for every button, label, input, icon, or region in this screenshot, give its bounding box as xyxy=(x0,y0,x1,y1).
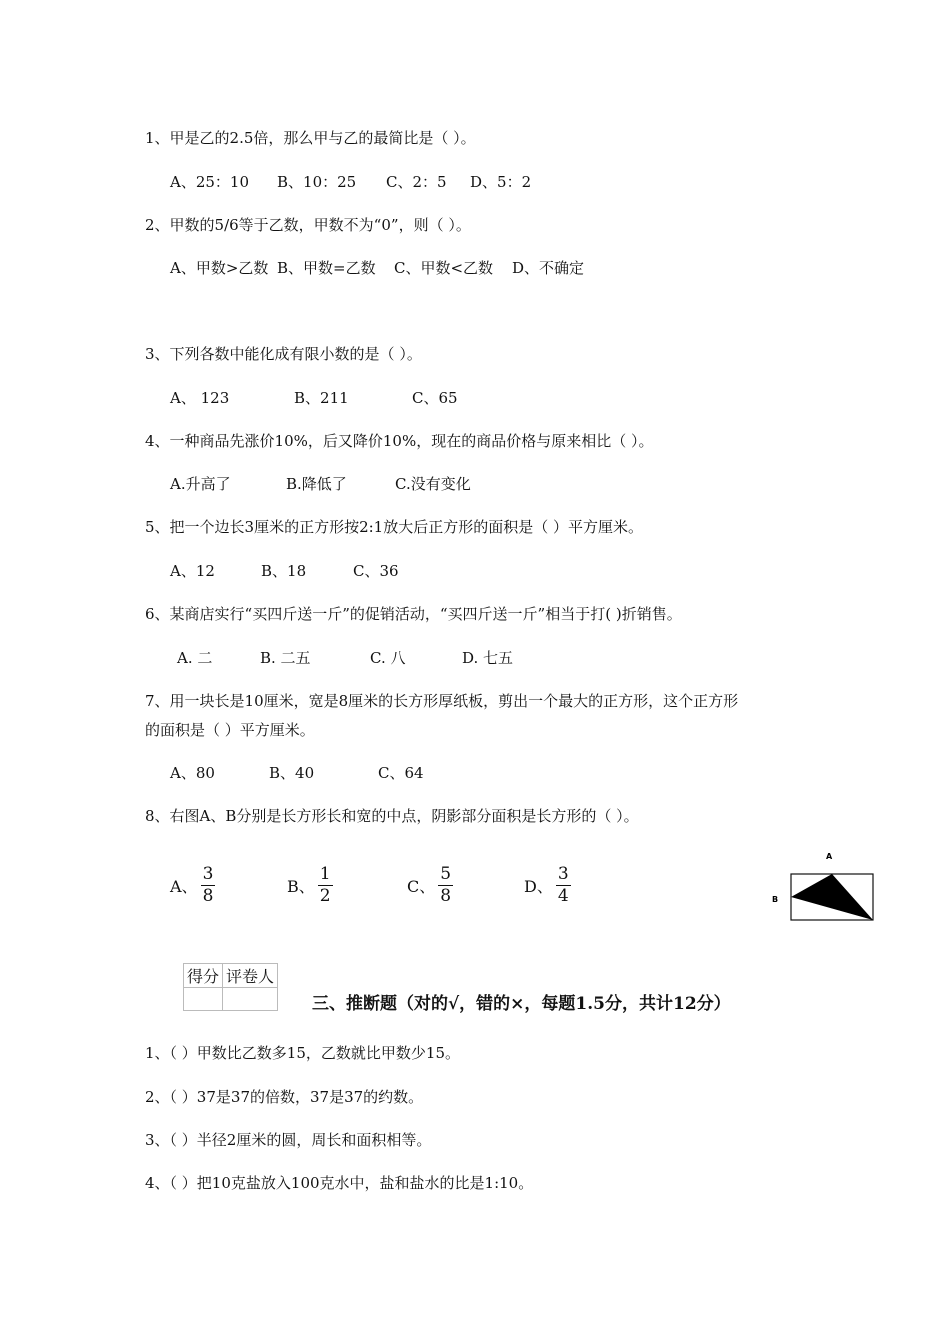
question-8-option-a xyxy=(170,862,215,908)
judgment-item-4: 4、（ ）把10克盐放入100克水中，盐和盐水的比是1:10。 xyxy=(145,1174,534,1192)
section-3-title: 三、推断题（对的√，错的×，每题1.5分，共计12分） xyxy=(312,994,731,1014)
question-1-stem: 1、甲是乙的2.5倍，那么甲与乙的最简比是（ ）。 xyxy=(145,129,476,147)
fraction-denominator: 8 xyxy=(202,885,214,906)
question-5-option-b: B、18 xyxy=(261,562,307,580)
figure-label-a: A xyxy=(826,852,833,861)
question-8-option-b xyxy=(287,862,333,908)
judgment-item-3: 3、（ ）半径2厘米的圆，周长和面积相等。 xyxy=(145,1131,432,1149)
question-2-option-a: A、甲数>乙数 xyxy=(170,259,269,277)
question-7-option-b: B、40 xyxy=(269,764,315,782)
question-8-option-c xyxy=(407,862,453,908)
fraction-denominator: 2 xyxy=(319,885,331,906)
question-8-stem: 8、右图A、B分别是长方形长和宽的中点，阴影部分面积是长方形的（ ）。 xyxy=(145,807,639,825)
question-8-option-d xyxy=(524,862,571,908)
question-6-option-d: D. 七五 xyxy=(462,649,514,667)
option-label: D、 xyxy=(524,876,553,896)
question-7-stem-line2: 的面积是（ ）平方厘米。 xyxy=(145,721,315,739)
option-label: C、 xyxy=(407,876,436,896)
score-header: 得分 xyxy=(184,964,223,988)
question-4-option-c: C.没有变化 xyxy=(395,475,471,493)
score-table xyxy=(183,963,278,1011)
question-1-option-b: B、10：25 xyxy=(277,173,357,191)
question-7-stem: 7、用一块长是10厘米，宽是8厘米的长方形厚纸板，剪出一个最大的正方形，这个正方形 xyxy=(145,692,739,710)
question-6-stem: 6、某商店实行“买四斤送一斤”的促销活动，“买四斤送一斤”相当于打( )折销售。 xyxy=(145,605,682,623)
fraction-numerator: 3 xyxy=(557,863,569,884)
figure-label-b: B xyxy=(772,895,779,904)
rectangle-triangle-figure xyxy=(770,848,880,928)
judgment-item-1: 1、（ ）甲数比乙数多15，乙数就比甲数少15。 xyxy=(145,1044,460,1062)
question-5-option-a: A、12 xyxy=(170,562,215,580)
fraction-denominator: 8 xyxy=(440,885,452,906)
question-4-stem: 4、一种商品先涨价10%，后又降价10%，现在的商品价格与原来相比（ ）。 xyxy=(145,432,654,450)
question-3-stem: 3、下列各数中能化成有限小数的是（ ）。 xyxy=(145,345,422,363)
question-2-stem: 2、甲数的5/6等于乙数，甲数不为“0”，则（ ）。 xyxy=(145,216,471,234)
fraction-numerator: 3 xyxy=(202,863,214,884)
question-2-option-c: C、甲数<乙数 xyxy=(394,259,494,277)
figure-shaded-triangle xyxy=(791,874,873,920)
fraction xyxy=(318,865,333,906)
fraction-numerator: 1 xyxy=(319,863,331,884)
question-3-option-c: C、65 xyxy=(412,389,458,407)
question-6-option-c: C. 八 xyxy=(370,649,406,667)
question-3-option-a: A、 123 xyxy=(170,389,230,407)
judgment-item-2: 2、（ ）37是37的倍数，37是37的约数。 xyxy=(145,1088,424,1106)
fraction-numerator: 5 xyxy=(440,863,452,884)
question-1-option-d: D、5：2 xyxy=(470,173,532,191)
question-1-option-a: A、25：10 xyxy=(170,173,250,191)
question-1-option-c: C、2：5 xyxy=(386,173,447,191)
fraction xyxy=(556,865,571,906)
question-7-option-a: A、80 xyxy=(170,764,215,782)
fraction-denominator: 4 xyxy=(557,885,569,906)
question-6-option-a: A. 二 xyxy=(177,649,213,667)
grader-cell xyxy=(223,988,278,1011)
question-5-stem: 5、把一个边长3厘米的正方形按2:1放大后正方形的面积是（ ）平方厘米。 xyxy=(145,518,643,536)
question-4-option-a: A.升高了 xyxy=(170,475,231,493)
question-5-option-c: C、36 xyxy=(353,562,399,580)
question-2-option-d: D、不确定 xyxy=(512,259,585,277)
question-4-option-b: B.降低了 xyxy=(286,475,347,493)
grader-header: 评卷人 xyxy=(223,964,278,988)
question-3-option-b: B、211 xyxy=(294,389,349,407)
question-6-option-b: B. 二五 xyxy=(260,649,311,667)
option-label: B、 xyxy=(287,876,315,896)
fraction xyxy=(438,865,453,906)
question-2-option-b: B、甲数=乙数 xyxy=(277,259,376,277)
score-cell xyxy=(184,988,223,1011)
question-7-option-c: C、64 xyxy=(378,764,424,782)
option-label: A、 xyxy=(170,876,198,896)
fraction xyxy=(201,865,216,906)
